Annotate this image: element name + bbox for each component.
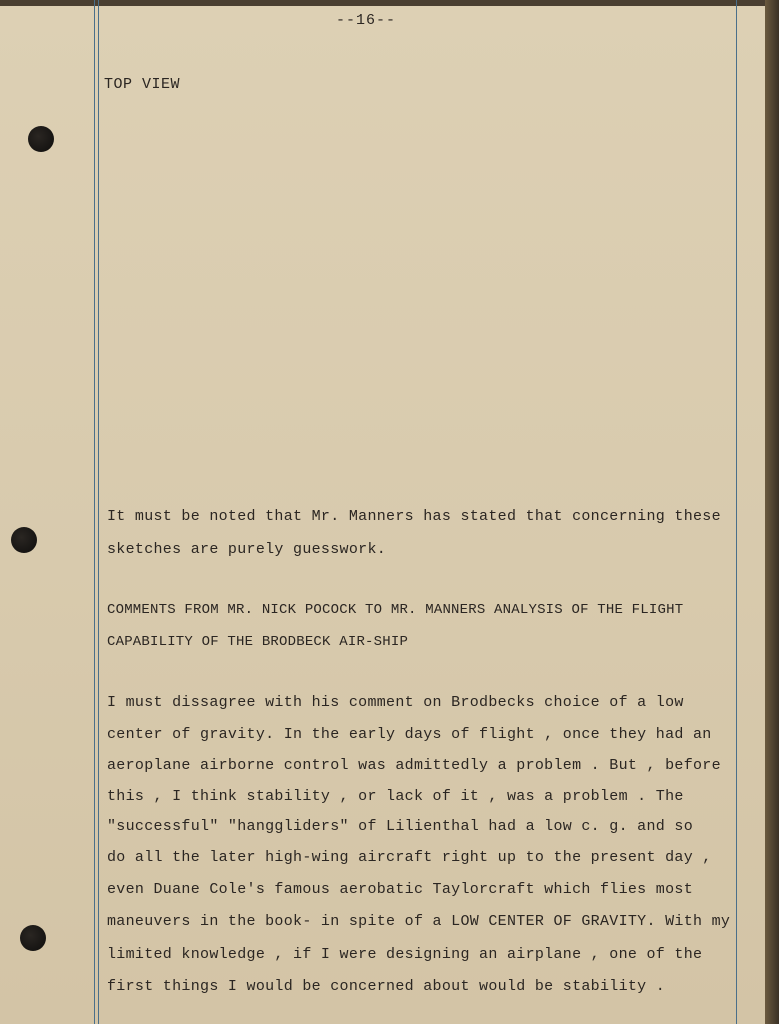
body-line: even Duane Cole's famous aerobatic Taylorcraft which flies most — [107, 881, 693, 898]
body-line: "successful" "hanggliders" of Lilienthal had a low c. g. and so — [107, 818, 693, 835]
left-margin-rule-outer — [94, 0, 95, 1024]
body-line: this , I think stability , or lack of it , was a problem . The — [107, 788, 684, 805]
body-line: center of gravity. In the early days of flight , once they had an — [107, 726, 712, 743]
page-number: --16-- — [336, 12, 397, 29]
scan-edge-right — [765, 0, 779, 1024]
binder-hole-bottom — [20, 925, 46, 951]
body-line: limited knowledge , if I were designing an airplane , one of the — [107, 946, 703, 963]
body-line: aeroplane airborne control was admittedly a problem . But , before — [107, 757, 721, 774]
body-line: do all the later high-wing aircraft right up to the present day , — [107, 849, 712, 866]
note-line: sketches are purely guesswork. — [107, 541, 387, 558]
note-line: It must be noted that Mr. Manners has stated that concerning these — [107, 508, 721, 525]
comments-heading-line: CAPABILITY OF THE BRODBECK AIR-SHIP — [107, 634, 409, 650]
body-line: maneuvers in the book- in spite of a LOW CENTER OF GRAVITY. With my — [107, 913, 731, 930]
body-line: I must dissagree with his comment on Brodbecks choice of a low — [107, 694, 684, 711]
comments-heading-line: COMMENTS FROM MR. NICK POCOCK TO MR. MANNERS ANALYSIS OF THE FLIGHT — [107, 602, 684, 618]
left-margin-rule-inner — [98, 0, 99, 1024]
body-line: first things I would be concerned about would be stability . — [107, 978, 666, 995]
binder-hole-top — [28, 126, 54, 152]
scan-edge-top — [0, 0, 779, 6]
binder-hole-middle — [11, 527, 37, 553]
top-view-label: TOP VIEW — [104, 76, 181, 93]
right-margin-rule — [736, 0, 737, 1024]
